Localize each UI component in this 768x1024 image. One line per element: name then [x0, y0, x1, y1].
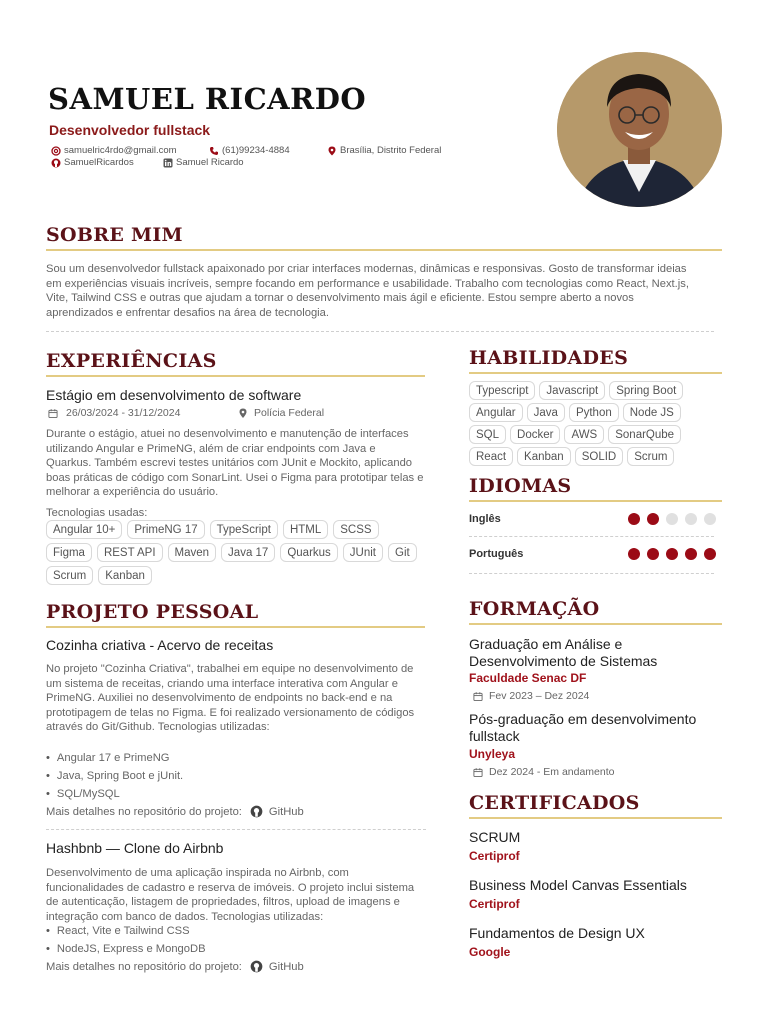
level-dot-filled [647, 513, 659, 525]
certificate-issuer: Google [469, 945, 511, 959]
skill-chip: Scrum [627, 447, 674, 466]
language-level [628, 513, 716, 525]
job-period: 26/03/2024 - 31/12/2024 [66, 407, 181, 419]
list-item: • SQL/MySQL [46, 785, 183, 803]
phone-icon [209, 146, 219, 156]
level-dot-filled [685, 548, 697, 560]
level-dot-empty [666, 513, 678, 525]
skill-chip: Typescript [469, 381, 535, 400]
skill-chip: SonarQube [608, 425, 681, 444]
institution-name: Unyleya [469, 747, 516, 761]
projects-title: PROJETO PESSOAL [46, 601, 259, 623]
level-dot-filled [704, 548, 716, 560]
education-divider [469, 623, 722, 625]
tech-chip: JUnit [343, 543, 383, 562]
tech-chip: PrimeNG 17 [127, 520, 204, 539]
github-icon [51, 158, 61, 168]
linkedin-contact[interactable] [163, 157, 244, 169]
project-tech-list [46, 749, 183, 803]
job-meta [48, 407, 324, 419]
candidate-name: SAMUEL RICARDO [48, 82, 367, 116]
map-pin-icon [327, 146, 337, 156]
degree-period-row [473, 766, 615, 778]
level-dot-filled [628, 548, 640, 560]
job-company: Polícia Federal [254, 407, 325, 419]
project-description: Desenvolvimento de uma aplicação inspirada no Airbnb, com funcionalidades de cadastro e reserva de imóveis. O projeto inclui sistema de autenticação, listagem de propriedades, filtros, upload de imagens e integração com banco de dados. Tecnologias utilizadas: [46, 867, 415, 923]
degree-title: Graduação em Análise e Desenvolvimento de Sistemas [469, 636, 658, 669]
degree-period-row [473, 690, 589, 702]
skill-chips [469, 381, 719, 466]
tech-label: Tecnologias usadas: [46, 507, 148, 519]
at-icon [51, 146, 61, 156]
language-level [628, 548, 716, 560]
project-link[interactable]: GitHub [268, 805, 304, 818]
skill-chip: Spring Boot [609, 381, 683, 400]
skills-title: HABILIDADES [469, 347, 629, 369]
list-item: • NodeJS, Express e MongoDB [46, 940, 206, 958]
contact-info [51, 145, 441, 169]
institution-name: Faculdade Senac DF [469, 671, 587, 685]
map-pin-icon [238, 408, 248, 418]
job-description: Durante o estágio, atuei no desenvolvimento e manutenção de interfaces utilizando Angular e PrimeNG, além de criar endpoints com Java e Quarkus. Também escrevi testes unitários com JUnit e Mockito, aplicando boas práticas de código com SonarLint. Usei o Figma para prototipar telas e melhorar a experiência do usuário. [46, 428, 424, 499]
certificate-name: Business Model Canvas Essentials [469, 877, 687, 893]
list-item: • React, Vite e Tailwind CSS [46, 922, 206, 940]
skill-chip: Docker [510, 425, 560, 444]
tech-chip: Git [388, 543, 417, 562]
certificate-name: SCRUM [469, 829, 521, 845]
skill-chip: React [469, 447, 513, 466]
candidate-role: Desenvolvedor fullstack [49, 122, 211, 138]
project-name: Hashbnb — Clone do Airbnb [46, 840, 224, 856]
tech-chip: REST API [97, 543, 163, 562]
project-link[interactable]: GitHub [268, 960, 304, 973]
location-text: Brasília, Distrito Federal [340, 145, 442, 157]
about-text: Sou um desenvolvedor fullstack apaixonado por criar interfaces modernas, dinâmicas e responsivas. Gosto de transformar ideias em experiências visuais incríveis, sempre focando em performance e usabilidade. Trabalho com tecnologias como React, Next.js, Vite, Tailwind CSS e outras que ajudam a tornar o desenvolvimento mais ágil e eficiente. Estou sempre aberto a novos aprendizados e enfrentar desafios na área de tecnologia. [46, 263, 689, 319]
tech-chip: Maven [168, 543, 217, 562]
section-separator [46, 331, 714, 332]
languages-divider [469, 500, 722, 502]
skill-chip: AWS [564, 425, 604, 444]
language-name: Inglês [469, 513, 501, 525]
languages-title: IDIOMAS [469, 475, 572, 497]
email-text: samuelric4rdo@gmail.com [64, 145, 177, 157]
tech-chip: SCSS [333, 520, 378, 539]
certificate-name: Fundamentos de Design UX [469, 925, 645, 941]
experience-title: EXPERIÊNCIAS [46, 350, 217, 372]
skill-chip: Angular [469, 403, 523, 422]
language-separator [469, 573, 714, 574]
list-item: • Java, Spring Boot e jUnit. [46, 767, 183, 785]
phone-contact[interactable] [209, 145, 327, 157]
experience-divider [46, 375, 425, 377]
certificates-title: CERTIFICADOS [469, 792, 640, 814]
tech-chip: Kanban [98, 566, 152, 585]
project-tech-list [46, 922, 206, 958]
certificates-divider [469, 817, 722, 819]
skill-chip: SQL [469, 425, 506, 444]
education-title: FORMAÇÃO [469, 598, 600, 620]
calendar-icon [473, 691, 483, 701]
github-contact[interactable] [51, 157, 163, 169]
degree-period: Fev 2023 – Dez 2024 [489, 690, 590, 702]
linkedin-icon [163, 158, 173, 168]
project-link-line [46, 960, 304, 973]
phone-text: (61)99234-4884 [222, 145, 290, 157]
email-contact[interactable] [51, 145, 209, 157]
tech-chip: TypeScript [210, 520, 278, 539]
tech-chips [46, 520, 421, 585]
tech-chip: HTML [283, 520, 328, 539]
job-title: Estágio em desenvolvimento de software [46, 387, 302, 403]
about-title: SOBRE MIM [46, 224, 183, 246]
skill-chip: Javascript [539, 381, 605, 400]
certificate-issuer: Certiprof [469, 897, 520, 911]
tech-chip: Figma [46, 543, 92, 562]
language-separator [469, 536, 714, 537]
language-name: Português [469, 548, 524, 560]
calendar-icon [473, 767, 483, 777]
skill-chip: Node JS [623, 403, 681, 422]
level-dot-filled [647, 548, 659, 560]
level-dot-empty [685, 513, 697, 525]
skills-divider [469, 372, 722, 374]
project-link-label: Mais detalhes no repositório do projeto: [46, 805, 242, 818]
project-separator [46, 829, 426, 830]
project-name: Cozinha criativa - Acervo de receitas [46, 637, 274, 653]
linkedin-text: Samuel Ricardo [176, 157, 244, 169]
profile-photo [557, 52, 722, 207]
github-text: SamuelRicardos [64, 157, 134, 169]
level-dot-empty [704, 513, 716, 525]
certificate-issuer: Certiprof [469, 849, 520, 863]
skill-chip: SOLID [575, 447, 624, 466]
github-icon [250, 805, 263, 818]
degree-period: Dez 2024 - Em andamento [489, 766, 615, 778]
tech-chip: Angular 10+ [46, 520, 122, 539]
github-icon [250, 960, 263, 973]
project-link-label: Mais detalhes no repositório do projeto: [46, 960, 242, 973]
project-description: No projeto "Cozinha Criativa", trabalhei em equipe no desenvolvimento de um sistema de receitas, criando uma interface interativa com Angular e PrimeNG. Auxiliei no desenvolvimento de endpoints no back-end e na prototipagem de telas no Figma. E foi realizado versionamento de códigos através do Git/Github. Tecnologias utilizadas: [46, 663, 415, 734]
degree-title: Pós-graduação em desenvolvimento fullstack [469, 711, 697, 744]
level-dot-filled [666, 548, 678, 560]
about-divider [46, 249, 722, 251]
skill-chip: Python [569, 403, 619, 422]
project-link-line [46, 805, 304, 818]
tech-chip: Quarkus [280, 543, 337, 562]
level-dot-filled [628, 513, 640, 525]
skill-chip: Java [527, 403, 565, 422]
location-contact [327, 145, 441, 157]
calendar-icon [48, 408, 58, 418]
tech-chip: Java 17 [221, 543, 275, 562]
list-item: • Angular 17 e PrimeNG [46, 749, 183, 767]
projects-divider [46, 626, 425, 628]
skill-chip: Kanban [517, 447, 571, 466]
tech-chip: Scrum [46, 566, 93, 585]
